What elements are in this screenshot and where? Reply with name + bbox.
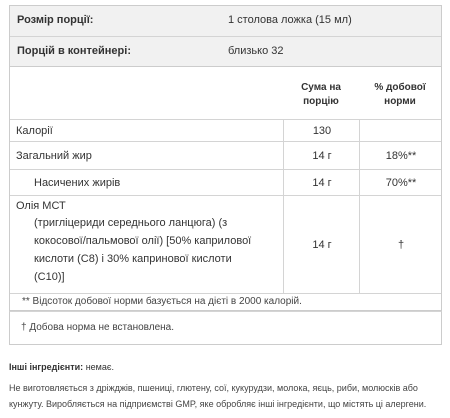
row-daily-value [359, 120, 442, 141]
row-label: Насичених жирів [34, 177, 121, 189]
row-amount: 130 [283, 120, 360, 141]
row-label: Олія МСТ [16, 200, 66, 212]
table-row [10, 119, 441, 141]
row-daily-value: † [359, 196, 442, 293]
servings-per-container-label: Порцій в контейнері: [17, 45, 131, 57]
table-row [10, 195, 441, 293]
not-established-note: † Добова норма не встановлена. [21, 322, 174, 333]
other-ingredients-label: Інші інгредієнти: [9, 362, 84, 372]
serving-info-box [9, 5, 442, 67]
footnote-box [9, 311, 442, 345]
serving-size-label: Розмір порції: [17, 14, 94, 26]
row-label: Калорії [16, 125, 53, 137]
table-header [10, 67, 441, 119]
daily-value-note: ** Відсоток добової норми базується на дієті в 2000 калорій. [22, 296, 302, 307]
table-row-divider [10, 293, 441, 294]
row-sub-label: (тригліцериди середнього ланцюга) (з кокосової/пальмової олії) [50% каприлової кислоти (C8) і 30% капринової кислоти (C10)] [34, 217, 252, 283]
allergen-disclaimer: Не виготовляється з дріжджів, пшениці, глютену, сої, кукурудзи, молока, яєць, риби, молюсків або кунжуту. Виробляється на підприємстві GMP, яке обробляє інші інгредієнти, що містять ці алергени. [9, 383, 427, 409]
table-row [10, 169, 441, 195]
serving-size-value: 1 столова ложка (15 мл) [228, 14, 352, 26]
servings-per-container-value: близько 32 [228, 45, 284, 57]
table-body [10, 119, 441, 294]
row-amount: 14 г [283, 196, 360, 293]
nutrition-facts-table [9, 67, 442, 311]
daily-value-header: % добової норми [374, 82, 426, 107]
row-daily-value: 18%** [359, 142, 442, 169]
row-label: Загальний жир [16, 150, 92, 162]
serving-size-row [10, 6, 441, 36]
servings-per-container-row [10, 36, 441, 66]
table-row [10, 141, 441, 169]
row-amount: 14 г [283, 170, 360, 195]
row-daily-value: 70%** [359, 170, 442, 195]
row-amount: 14 г [283, 142, 360, 169]
other-ingredients-value: немає. [85, 362, 114, 372]
amount-per-serving-header: Сума на порцію [301, 82, 341, 107]
other-ingredients [9, 362, 114, 372]
